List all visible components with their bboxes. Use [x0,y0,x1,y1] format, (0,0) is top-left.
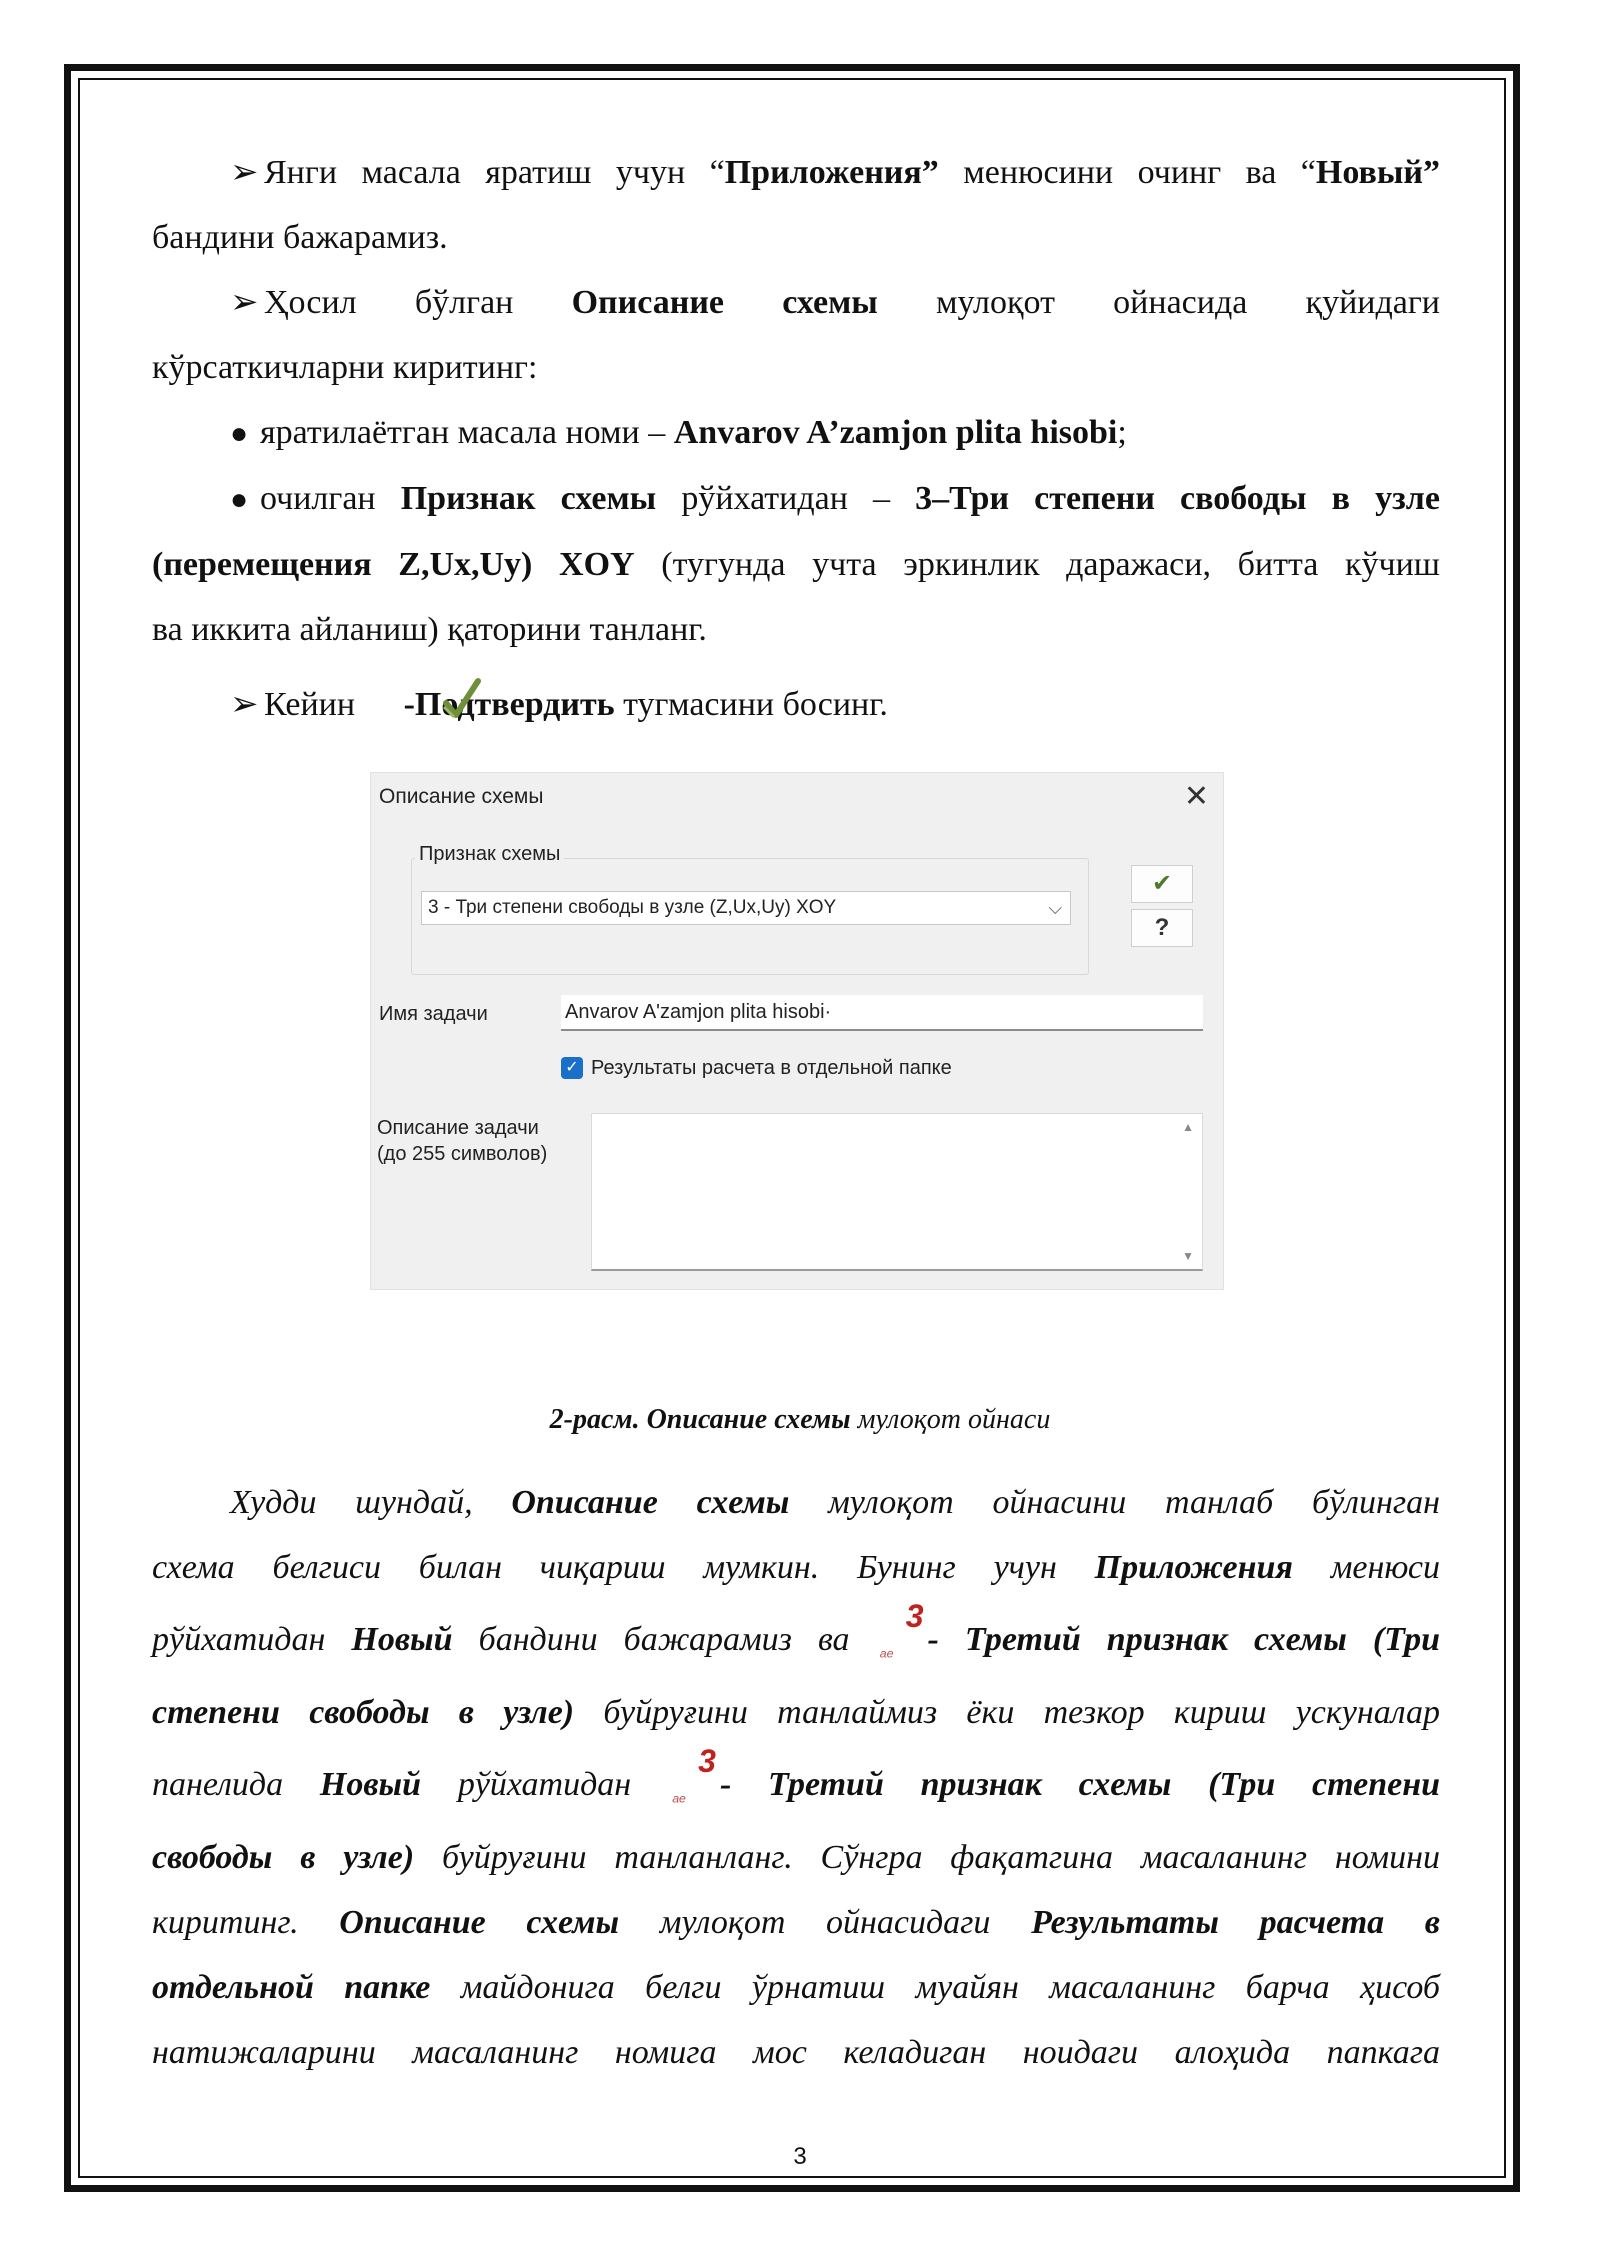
body-line: свободы в узле) буйруғини танланланг. Сўнгра фақатгина масаланинг номини [152,1839,1440,1876]
body-line: Худди шундай, Описание схемы мулоқот ойнасини танлаб бўлинган [230,1484,1440,1521]
paragraph-dialog-intro-cont: кўрсаткичларни киритинг: [152,349,538,386]
arrow-bullet-icon: ➢ [230,686,259,723]
list-item-scheme-type-cont: (перемещения Z,Ux,Uy) XOY (тугунда учта эркинлик даражаси, битта кўчиш [152,546,1440,583]
body-line: отдельной папке майдонига белги ўрнатиш муайян масаланинг барча ҳисоб [152,1969,1440,2006]
dot-bullet-icon: ● [230,483,249,516]
body-line: рўйхатидан Новый бандини бажарамиз ва ᵃᵉ 3 - Третий признак схемы (Три [152,1598,1440,1666]
task-description-textarea[interactable] [591,1113,1203,1271]
dot-bullet-icon: ● [230,417,249,450]
dialog-title: Описание схемы [379,785,544,808]
scheme-type-label: Признак схемы [415,843,564,866]
paragraph-dialog-intro: ➢ Ҳосил бўлган Описание схемы мулоқот ойнасида қуйидаги [152,270,1440,335]
paragraph-confirm: ➢ Кейин -Подтвердить тугмасини босинг. [152,672,1440,737]
body-line: панелида Новый рўйхатидан ᵃᵉ 3 - Третий признак схемы (Три степени [152,1743,1440,1811]
confirm-check-icon [364,677,404,721]
third-scheme-type-icon: ᵃᵉ 3 [879,1598,924,1666]
paragraph-new-task: ➢ Янги масала яратиш учун “Приложения” менюсини очинг ва “Новый” [152,140,1440,205]
list-item-task-name: ● яратилаётган масала номи – Anvarov A’zamjon plita hisobi; [152,400,1440,466]
task-name-label: Имя задачи [379,1003,488,1025]
scheme-description-dialog [370,772,1224,1290]
confirm-button[interactable]: ✔ [1131,865,1193,903]
chevron-down-icon: ⌵ [1048,898,1062,918]
page-number: 3 [793,2143,807,2170]
third-scheme-type-icon: ᵃᵉ 3 [671,1743,716,1811]
figure-caption: 2-расм. Описание схемы мулоқот ойнаси [549,1404,1051,1435]
paragraph-new-task-cont: бандини бажарамиз. [152,219,448,256]
scroll-up-icon[interactable]: ▲ [1182,1120,1194,1134]
task-description-label: Описание задачи [377,1117,539,1139]
body-line: схема белгиси билан чиқариш мумкин. Бунинг учун Приложения менюси [152,1549,1440,1586]
body-line: степени свободы в узле) буйруғини танлаймиз ёки тезкор кириш ускуналар [152,1694,1440,1731]
task-name-input[interactable]: Anvarov A'zamjon plita hisobi· [561,995,1203,1031]
body-line: натижаларини масаланинг номига мос келадиган ноидаги алоҳида папкага [152,2034,1440,2071]
scheme-type-value: 3 - Три степени свободы в узле (Z,Ux,Uy) XOY [428,897,837,918]
body-line: киритинг. Описание схемы мулоқот ойнасидаги Результаты расчета в [152,1904,1440,1941]
help-button[interactable]: ? [1131,909,1193,947]
document-body [152,140,1440,737]
list-item-scheme-type-cont2: ва иккита айланиш) қаторини танланг. [152,611,707,648]
separate-folder-label: Результаты расчета в отдельной папке [591,1057,952,1079]
scheme-type-select[interactable] [421,891,1071,925]
task-description-limit: (до 255 символов) [377,1143,548,1165]
scroll-down-icon[interactable]: ▼ [1182,1249,1194,1263]
list-item-scheme-type: ● очилган Признак схемы рўйхатидан – 3–Три степени свободы в узле [152,466,1440,532]
italic-paragraph [152,1470,1440,2085]
arrow-bullet-icon: ➢ [230,154,259,191]
arrow-bullet-icon: ➢ [230,284,259,321]
close-icon[interactable]: ✕ [1183,780,1209,813]
separate-folder-checkbox[interactable]: ✓ [561,1057,583,1079]
